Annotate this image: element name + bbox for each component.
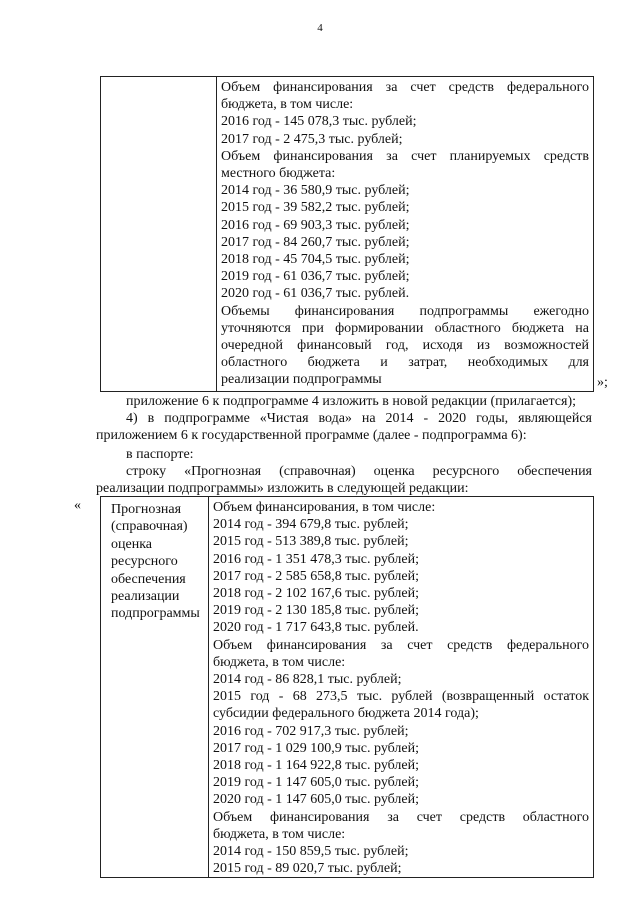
table-text-line: 2020 год - 1 717 643,8 тыс. рублей. (213, 620, 419, 636)
row-header-line: (справочная) (111, 519, 188, 535)
closing-quote: »; (597, 375, 608, 390)
table-text-line: 2017 год - 84 260,7 тыс. рублей; (221, 234, 410, 250)
table-text-line: 2017 год - 2 475,3 тыс. рублей; (221, 131, 403, 147)
table-text-line: 2015 год - 68 273,5 тыс. рублей (возвращенный остаток (213, 689, 589, 705)
table-text-line: 2016 год - 702 917,3 тыс. рублей; (213, 723, 409, 739)
table-text-line: Объем финансирования за счет средств областного (213, 809, 589, 825)
table-text-line: Объем финансирования за счет планируемых средств (221, 148, 589, 164)
row-header-line: ресурсного (111, 554, 178, 570)
row-header-line: оценка (111, 536, 153, 552)
row-header-line: реализации (111, 589, 180, 605)
table-text-line: Объемы финансирования подпрограммы ежегодно (221, 303, 589, 319)
table-row-header (101, 497, 209, 877)
table-text-line: областного бюджета и затрат, необходимых для (221, 355, 589, 371)
table-text-line: 2015 год - 513 389,8 тыс. рублей; (213, 534, 409, 550)
table-right-cell (217, 77, 593, 391)
table-text-line: бюджета, в том числе: (213, 654, 346, 670)
table-text-line: 2014 год - 86 828,1 тыс. рублей; (213, 672, 402, 688)
table-text-line: 2016 год - 69 903,3 тыс. рублей; (221, 217, 410, 233)
paragraph-line: приложение 6 к подпрограмме 4 изложить в новой редакции (прилагается); (126, 394, 577, 409)
paragraph-line: в паспорте: (126, 447, 194, 462)
table-text-line: 2014 год - 150 859,5 тыс. рублей; (213, 844, 409, 860)
table-text-line: 2020 год - 61 036,7 тыс. рублей. (221, 286, 410, 302)
table-text-line: 2014 год - 394 679,8 тыс. рублей; (213, 517, 409, 533)
table-text-line: 2019 год - 2 130 185,8 тыс. рублей; (213, 603, 420, 619)
table-resource-estimate (100, 496, 594, 878)
row-header-line: Прогнозная (111, 502, 182, 517)
table-left-cell (101, 77, 217, 391)
table-text-line: 2016 год - 1 351 478,3 тыс. рублей; (213, 551, 420, 567)
table-text-line: Объем финансирования за счет средств федерального (213, 637, 589, 653)
table-text-line: 2020 год - 1 147 605,0 тыс. рублей; (213, 792, 420, 808)
table-text-line: 2018 год - 2 102 167,6 тыс. рублей; (213, 586, 420, 602)
paragraph-line: реализации подпрограммы» изложить в следующей редакции: (96, 481, 469, 496)
table-text-line: бюджета, в том числе: (213, 826, 346, 842)
table-text-line: очередной финансовый год, исходя из возможностей (221, 338, 589, 354)
table-text-line: 2017 год - 2 585 658,8 тыс. рублей; (213, 568, 420, 584)
paragraph-line: приложением 6 к государственной программе (далее - подпрограмма 6): (96, 428, 527, 443)
table-text-line: местного бюджета: (221, 166, 336, 182)
table-text-line: 2014 год - 36 580,9 тыс. рублей; (221, 183, 410, 199)
table-text-line: 2015 год - 39 582,2 тыс. рублей; (221, 200, 410, 216)
paragraph-line: 4) в подпрограмме «Чистая вода» на 2014 - 2020 годы, являющейся (126, 411, 592, 426)
row-header-line: подпрограммы (111, 606, 200, 622)
table-text-line: 2017 год - 1 029 100,9 тыс. рублей; (213, 740, 420, 756)
table-text-line: уточняются при формировании областного бюджета на (221, 320, 589, 336)
table-text-line: 2015 год - 89 020,7 тыс. рублей; (213, 861, 402, 877)
table-text-line: Объем финансирования за счет средств федерального (221, 80, 589, 95)
page-number: 4 (317, 22, 323, 34)
table-text-line: бюджета, в том числе: (221, 97, 354, 113)
table-text-line: 2016 год - 145 078,3 тыс. рублей; (221, 114, 417, 130)
table-text-line: 2018 год - 45 704,5 тыс. рублей; (221, 252, 410, 268)
table-text-line: субсидии федерального бюджета 2014 года); (213, 706, 479, 722)
table-continued (100, 76, 594, 392)
table-text-line: 2018 год - 1 164 922,8 тыс. рублей; (213, 758, 420, 774)
opening-quote: « (74, 498, 81, 513)
row-header-line: обеспечения (111, 571, 186, 587)
table-text-line: Объем финансирования, в том числе: (213, 500, 436, 515)
table-text-line: 2019 год - 61 036,7 тыс. рублей; (221, 269, 410, 285)
table-right-cell (209, 497, 593, 877)
table-text-line: реализации подпрограммы (221, 372, 382, 388)
paragraph-line: строку «Прогнозная (справочная) оценка ресурсного обеспечения (126, 464, 592, 479)
table-text-line: 2019 год - 1 147 605,0 тыс. рублей; (213, 775, 420, 791)
